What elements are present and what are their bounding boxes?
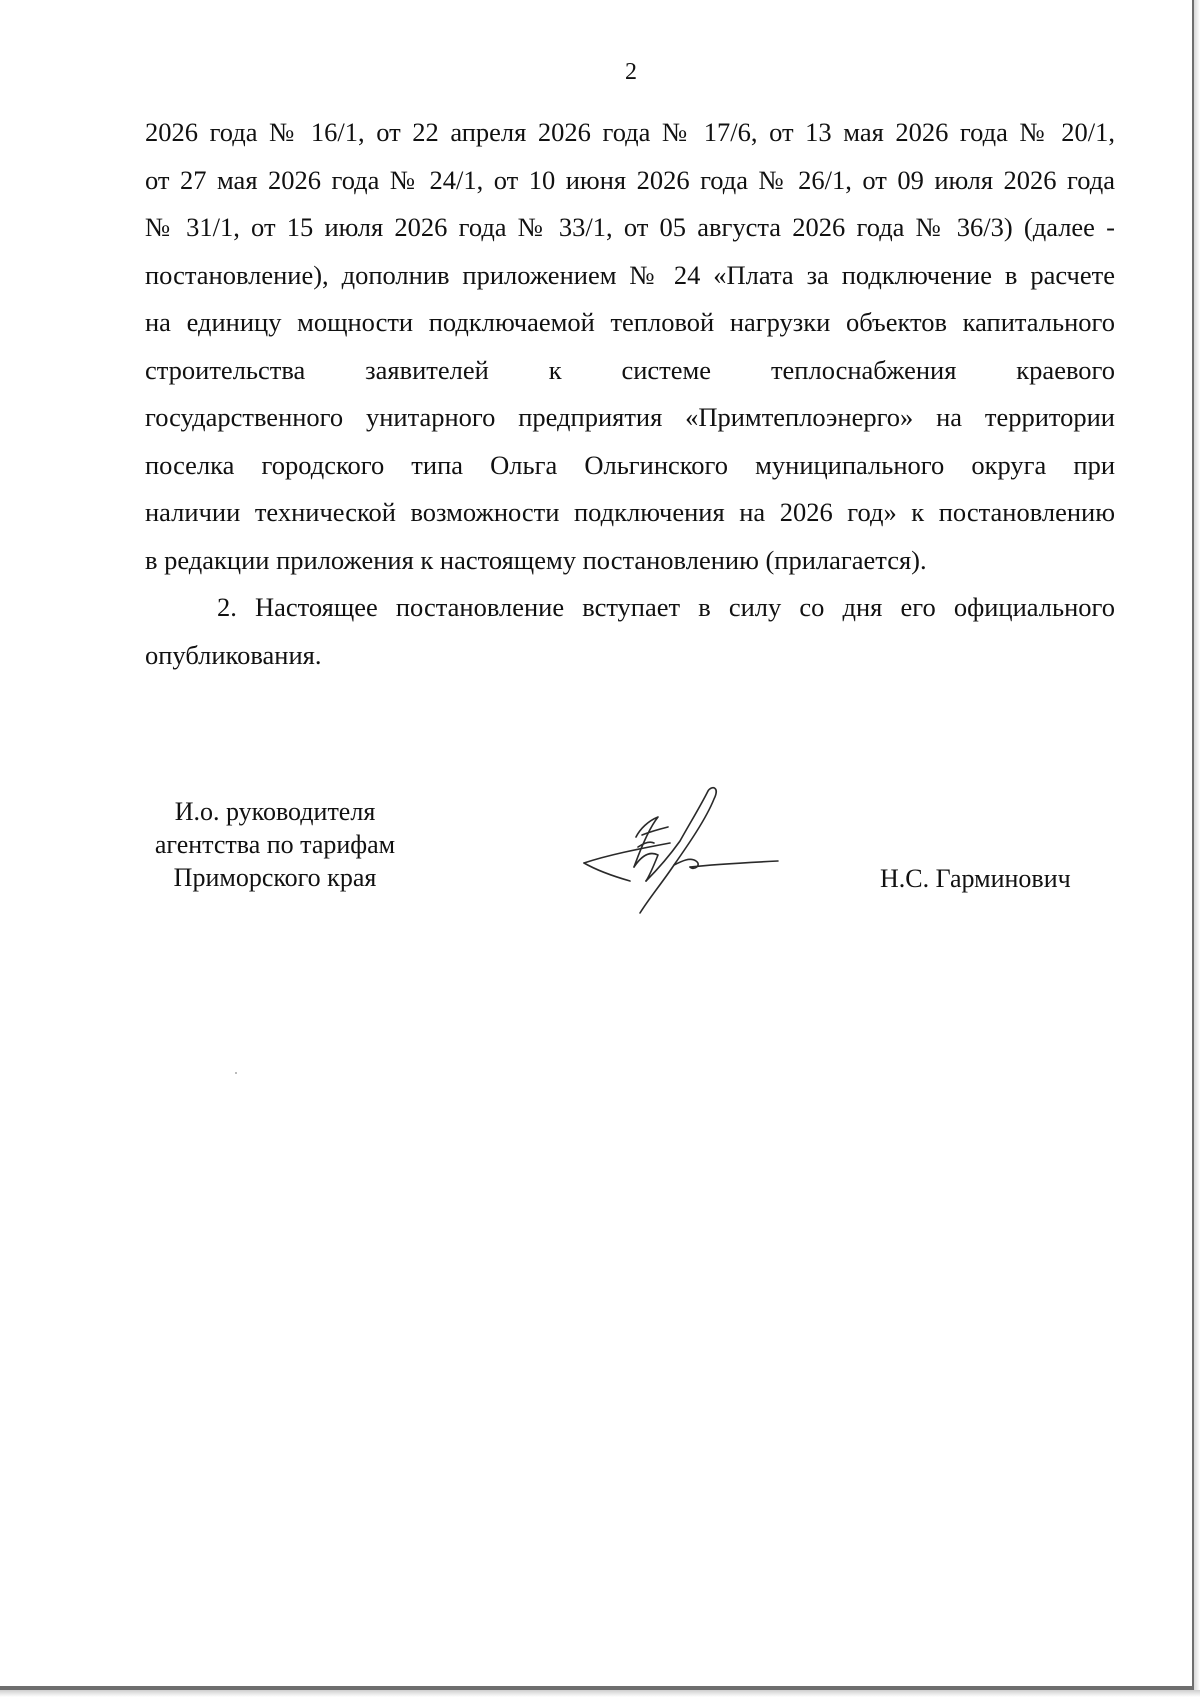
paragraph-1-line: в редакции приложения к настоящему постановлению (прилагается). [145, 544, 927, 575]
paragraph-1-line: на единицу мощности подключаемой тепловой нагрузки объектов капитального [145, 307, 1115, 337]
signatory-name: Н.С. Гарминович [880, 864, 1071, 893]
scan-edge-right-shadow [1194, 0, 1200, 1690]
paragraph-1-line: строительства заявителей к системе теплоснабжения краевого [145, 354, 1115, 385]
paragraph-1 [145, 109, 1115, 584]
signatory-position-line: И.о. руководителя [174, 797, 376, 826]
paragraph-2 [145, 584, 1115, 679]
paragraph-1-line: от 27 мая 2026 года № 24/1, от 10 июня 2026 года № 26/1, от 09 июля 2026 года [145, 164, 1115, 195]
handwritten-signature [578, 785, 788, 915]
document-body [145, 109, 1115, 679]
signatory-position-line: агентства по тарифам [154, 830, 396, 859]
signatory-position [150, 795, 400, 894]
paragraph-1-line: 2026 года № 16/1, от 22 апреля 2026 года № 17/6, от 13 мая 2026 года № 20/1, [145, 117, 1115, 147]
paragraph-2-line: опубликования. [145, 639, 322, 670]
paragraph-1-line: государственного унитарного предприятия «Примтеплоэнерго» на территории [145, 402, 1115, 432]
scan-speck [235, 1072, 237, 1074]
page-number: 2 [625, 59, 637, 85]
signatory-position-line: Приморского края [173, 863, 377, 892]
paragraph-1-line: наличии технической возможности подключения на 2026 год» к постановлению [145, 497, 1115, 527]
paragraph-1-line: № 31/1, от 15 июля 2026 года № 33/1, от 05 августа 2026 года № 36/3) (далее - [145, 212, 1115, 242]
scan-edge-bottom-shadow [0, 1690, 1200, 1697]
paragraph-2-line: 2. Настоящее постановление вступает в силу со дня его официального [217, 592, 1115, 622]
paragraph-1-line: поселка городского типа Ольга Ольгинского муниципального округа при [145, 449, 1115, 480]
paragraph-1-line: постановление), дополнив приложением № 24 «Плата за подключение в расчете [145, 259, 1115, 290]
